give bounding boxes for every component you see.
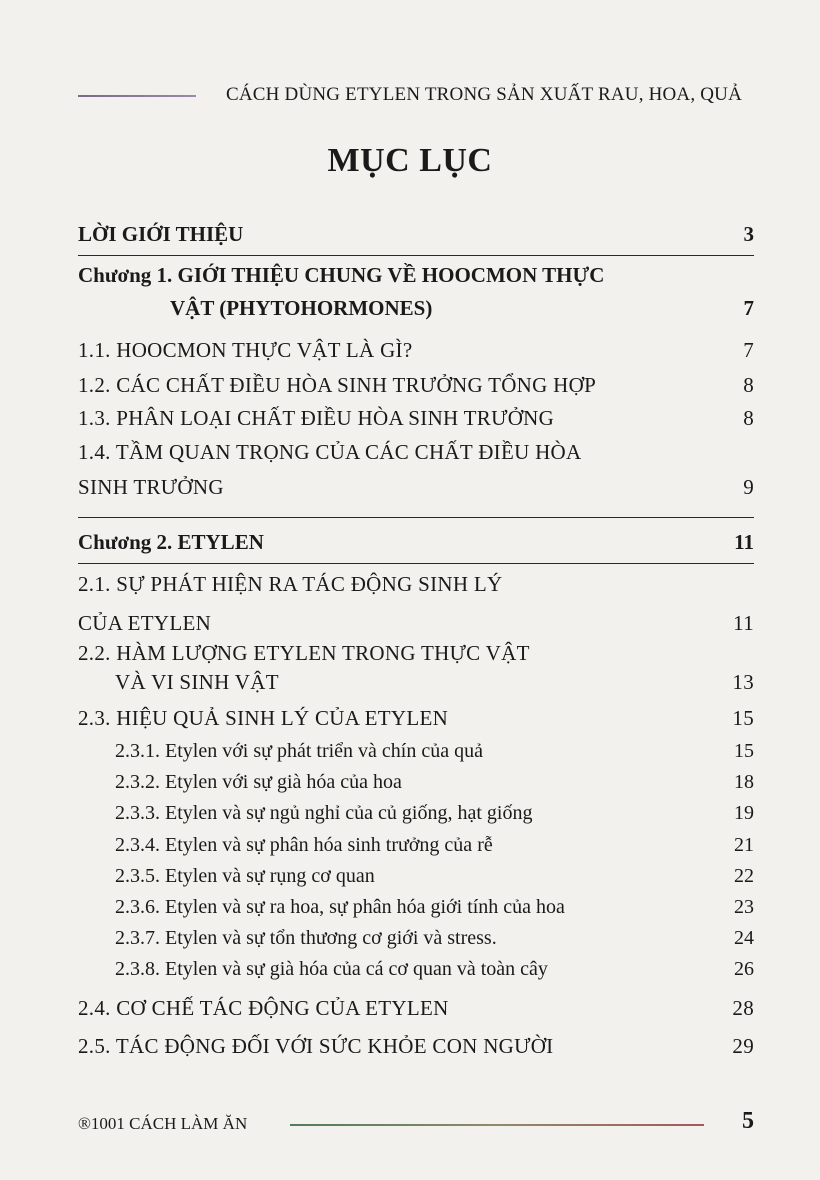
toc-entry [78, 440, 754, 470]
toc-subentry [78, 896, 754, 926]
toc-entry-text: CỦA ETYLEN [78, 611, 212, 635]
toc-entry-continuation [78, 670, 754, 700]
toc-entry [78, 222, 754, 252]
toc-entry-continuation [78, 296, 754, 326]
toc-entry-text: SINH TRƯỞNG [78, 475, 224, 499]
publisher-footer: ®1001 CÁCH LÀM ĂN [78, 1114, 248, 1133]
toc-entry-page: 28 [732, 996, 754, 1020]
page-title: MỤC LỤC [327, 142, 493, 179]
toc-entry-page: 13 [732, 670, 754, 694]
toc-entry-text: 1.3. PHÂN LOẠI CHẤT ĐIỀU HÒA SINH TRƯỞNG [78, 406, 555, 430]
toc-entry-page: 8 [743, 406, 754, 430]
toc-entry-text: 2.3.5. Etylen và sự rụng cơ quan [115, 865, 375, 887]
running-header: CÁCH DÙNG ETYLEN TRONG SẢN XUẤT RAU, HOA, QUẢ [226, 84, 743, 105]
toc-entry-text: 2.1. SỰ PHÁT HIỆN RA TÁC ĐỘNG SINH LÝ [78, 572, 503, 596]
toc-subentry [78, 771, 754, 801]
toc-entry [78, 530, 754, 560]
toc-entry [78, 338, 754, 368]
toc-entry-text: 1.4. TẦM QUAN TRỌNG CỦA CÁC CHẤT ĐIỀU HÒA [78, 440, 582, 464]
footer-rule [290, 1124, 704, 1126]
toc-entry-page: 11 [733, 611, 754, 635]
toc-entry-text: 2.3.4. Etylen và sự phân hóa sinh trưởng của rễ [115, 834, 493, 856]
toc-entry-page: 15 [732, 706, 754, 730]
toc-entry [78, 572, 754, 602]
page-number: 5 [742, 1108, 754, 1134]
toc-entry [78, 706, 754, 736]
toc-entry-continuation [78, 611, 754, 641]
section-divider [78, 563, 754, 564]
section-divider [78, 255, 754, 256]
toc-entry-text: Chương 2. ETYLEN [78, 530, 264, 554]
toc-subentry [78, 834, 754, 864]
toc-entry-text: 2.3.2. Etylen với sự già hóa của hoa [115, 771, 402, 793]
toc-entry-page: 26 [734, 958, 754, 980]
toc-entry-page: 22 [734, 865, 754, 887]
toc-entry-text: 1.1. HOOCMON THỰC VẬT LÀ GÌ? [78, 338, 413, 362]
toc-entry-text: LỜI GIỚI THIỆU [78, 222, 244, 246]
toc-entry-text: VẬT (PHYTOHORMONES) [170, 296, 433, 320]
toc-subentry [78, 865, 754, 895]
toc-entry-page: 29 [732, 1034, 754, 1058]
toc-subentry [78, 958, 754, 988]
toc-subentry [78, 740, 754, 770]
toc-entry-page: 23 [734, 896, 754, 918]
toc-entry-text: 1.2. CÁC CHẤT ĐIỀU HÒA SINH TRƯỞNG TỔNG HỢP [78, 373, 597, 397]
toc-entry-text: 2.3.6. Etylen và sự ra hoa, sự phân hóa giới tính của hoa [115, 896, 565, 918]
toc-entry-text: 2.3.7. Etylen và sự tổn thương cơ giới và stress. [115, 927, 497, 949]
toc-entry-page: 7 [743, 296, 754, 320]
toc-entry-text: 2.4. CƠ CHẾ TÁC ĐỘNG CỦA ETYLEN [78, 996, 449, 1020]
toc-entry [78, 641, 754, 671]
toc-entry-page: 9 [743, 475, 754, 499]
toc-entry [78, 996, 754, 1026]
toc-entry-page: 15 [734, 740, 754, 762]
toc-subentry [78, 927, 754, 957]
toc-entry-page: 24 [734, 927, 754, 949]
toc-entry-page: 7 [743, 338, 754, 362]
toc-entry-page: 18 [734, 771, 754, 793]
toc-entry-text: Chương 1. GIỚI THIỆU CHUNG VỀ HOOCMON THỰC [78, 263, 605, 287]
toc-entry-text: 2.5. TÁC ĐỘNG ĐỐI VỚI SỨC KHỎE CON NGƯỜI [78, 1034, 554, 1058]
toc-entry-page: 11 [734, 530, 754, 554]
toc-entry-text: 2.2. HÀM LƯỢNG ETYLEN TRONG THỰC VẬT [78, 641, 530, 665]
toc-entry-text: 2.3. HIỆU QUẢ SINH LÝ CỦA ETYLEN [78, 706, 449, 730]
toc-entry [78, 1034, 754, 1064]
toc-entry-text: 2.3.3. Etylen và sự ngủ nghỉ của củ giống, hạt giống [115, 802, 533, 824]
toc-entry-continuation [78, 475, 754, 505]
toc-entry-page: 19 [734, 802, 754, 824]
toc-entry-page: 21 [734, 834, 754, 856]
toc-entry-text: VÀ VI SINH VẬT [115, 670, 279, 694]
toc-subentry [78, 802, 754, 832]
toc-entry-text: 2.3.1. Etylen với sự phát triển và chín của quả [115, 740, 483, 762]
section-divider [78, 517, 754, 518]
header-rule [78, 95, 196, 97]
toc-entry-text: 2.3.8. Etylen và sự già hóa của cá cơ quan và toàn cây [115, 958, 548, 980]
toc-entry-page: 8 [743, 373, 754, 397]
toc-entry-page: 3 [743, 222, 754, 246]
toc-entry [78, 373, 754, 403]
toc-entry [78, 406, 754, 436]
toc-entry [78, 263, 754, 293]
